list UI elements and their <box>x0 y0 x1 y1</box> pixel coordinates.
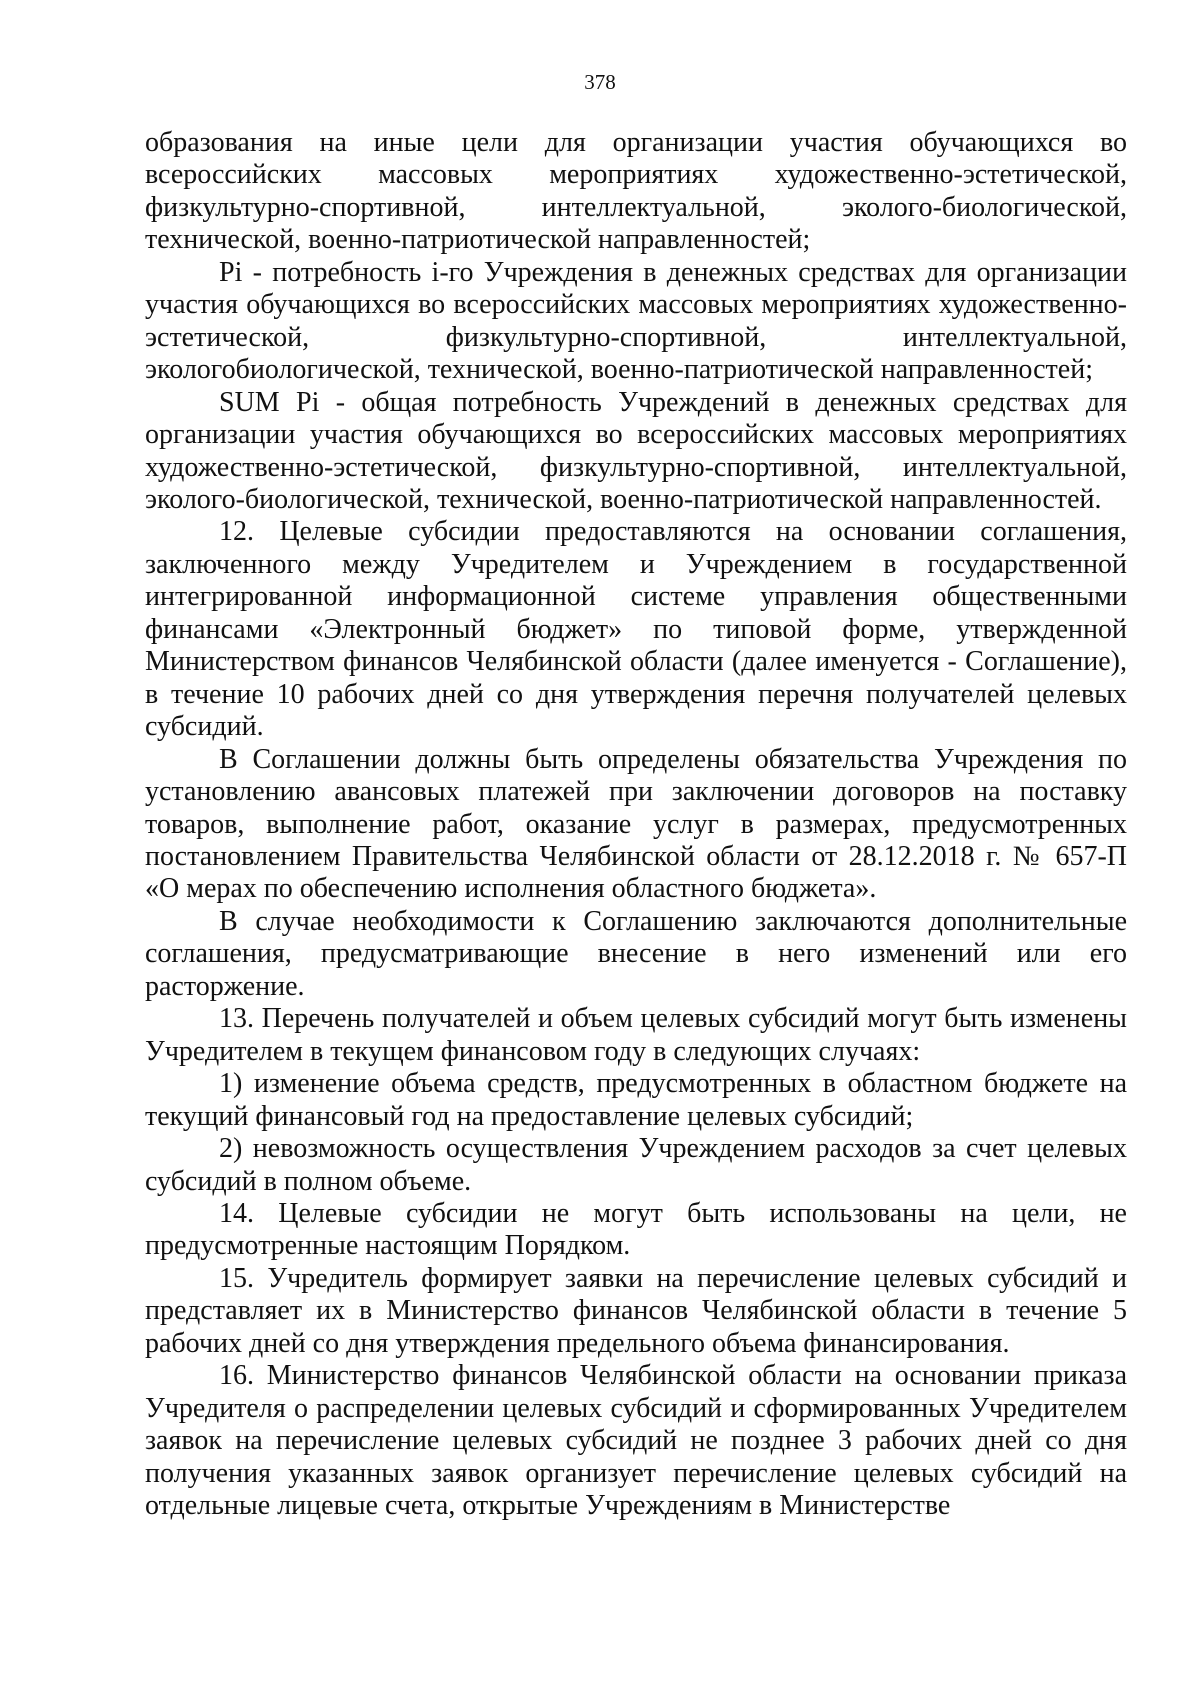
paragraph-agreement-obligations: В Соглашении должны быть определены обязательства Учреждения по установлению авансовых платежей при заключении договоров на поставку товаров, выполнение работ, оказание услуг в размерах, предусмотренных постановлением Правительства Челябинской области от 28.12.2018 г. № 657-П «О мерах по обеспечению исполнения областного бюджета». <box>145 743 1127 905</box>
paragraph-item-13-1: 1) изменение объема средств, предусмотренных в областном бюджете на текущий финансовый год на предоставление целевых субсидий; <box>145 1068 1127 1132</box>
paragraph-pi-definition: Pi - потребность i-го Учреждения в денежных средствах для организации участия обучающихся во всероссийских массовых мероприятиях художественно-эстетической, физкультурно-спортивной, интеллектуальной, экологобиологической, технической, военно-патриотической направленностей; <box>145 256 1127 386</box>
paragraph-item-16: 16. Министерство финансов Челябинской области на основании приказа Учредителя о распределении целевых субсидий и сформированных Учредителем заявок на перечисление целевых субсидий не позднее 3 рабочих дней со дня получения указанных заявок организует перечисление целевых субсидий на отдельные лицевые счета, открытые Учреждениям в Министерстве <box>145 1360 1127 1522</box>
paragraph-item-13-2: 2) невозможность осуществления Учреждением расходов за счет целевых субсидий в полном объеме. <box>145 1133 1127 1197</box>
paragraph-additional-agreements: В случае необходимости к Соглашению заключаются дополнительные соглашения, предусматривающие внесение в него изменений или его расторжение. <box>145 905 1127 1002</box>
paragraph-continuation: образования на иные цели для организации участия обучающихся во всероссийских массовых мероприятиях художественно-эстетической, физкультурно-спортивной, интеллектуальной, эколого-биологической, технической, военно-патриотической направленностей; <box>145 127 1127 256</box>
paragraph-item-14: 14. Целевые субсидии не могут быть использованы на цели, не предусмотренные настоящим Порядком. <box>145 1197 1127 1262</box>
page-number: 378 <box>584 70 616 94</box>
paragraph-item-15: 15. Учредитель формирует заявки на перечисление целевых субсидий и представляет их в Министерство финансов Челябинской области в течение 5 рабочих дней со дня утверждения предельного объема финансирования. <box>145 1262 1127 1359</box>
paragraph-sum-pi-definition: SUM Pi - общая потребность Учреждений в денежных средствах для организации участия обучающихся во всероссийских массовых мероприятиях художественно-эстетической, физкультурно-спортивной, интеллектуальной, эколого-биологической, технической, военно-патриотической направленностей. <box>145 386 1127 515</box>
document-body <box>145 127 1127 1522</box>
paragraph-item-13: 13. Перечень получателей и объем целевых субсидий могут быть изменены Учредителем в текущем финансовом году в следующих случаях: <box>145 1003 1127 1067</box>
paragraph-item-12: 12. Целевые субсидии предоставляются на основании соглашения, заключенного между Учредителем и Учреждением в государственной интегрированной информационной системе управления общественными финансами «Электронный бюджет» по типовой форме, утвержденной Министерством финансов Челябинской области (далее именуется - Соглашение), в течение 10 рабочих дней со дня утверждения перечня получателей целевых субсидий. <box>145 516 1127 743</box>
